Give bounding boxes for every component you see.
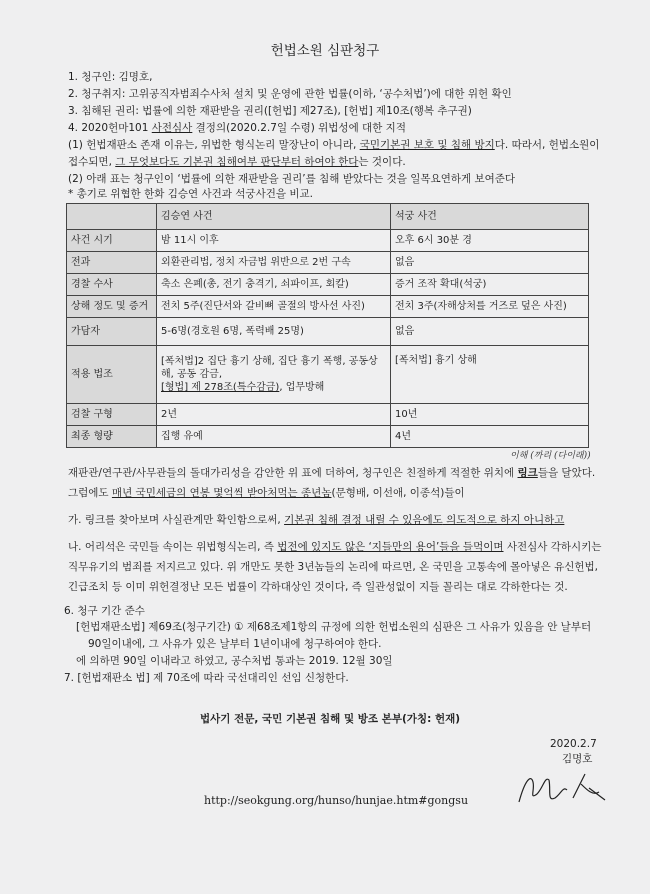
- paragraph-line-4: [68, 540, 601, 554]
- cell-crossbow: 없음: [391, 252, 589, 274]
- obstruction-charge: , 업무방해: [279, 382, 325, 393]
- statute-list: [폭처법]2 집단 흉기 상해, 집단 흉기 폭행, 공동상해, 공동 감금,: [161, 356, 378, 380]
- cell-crossbow: 10년: [391, 404, 589, 426]
- signature-mark: [515, 768, 611, 810]
- table-row: [67, 296, 589, 318]
- reason-line-2a: 접수되면,: [68, 156, 116, 168]
- row-label: 가담자: [67, 318, 157, 346]
- cell-kim: 외환관리법, 정치 자금법 위반으로 2번 구속: [157, 252, 391, 274]
- row-label: 최종 형량: [67, 426, 157, 448]
- header-crossbow-case: 석궁 사건: [391, 204, 589, 230]
- reason-line-1c: 다. 따라서, 헌법소원이: [494, 139, 600, 151]
- p4-a: 나. 어리석은 국민들 속이는 위법형식논리, 즉: [68, 541, 278, 553]
- header-kim-case: 김승연 사건: [157, 204, 391, 230]
- cell-crossbow: 오후 6시 30분 경: [391, 230, 589, 252]
- cell-kim: 전치 5주(진단서와 갈비뼈 골절의 방사선 사진): [157, 296, 391, 318]
- reason-line-2: [68, 155, 406, 169]
- row-label: 전과: [67, 252, 157, 274]
- p3-a: 가. 링크를 찾아보며 사실관계만 확인함으로써,: [68, 514, 285, 526]
- cell-crossbow: 증거 조작 확대(석궁): [391, 274, 589, 296]
- intentional-phrase: 의도적으로 하지 아니하고: [442, 514, 565, 526]
- reason-line-2c: 는 것이다.: [358, 156, 406, 168]
- paragraph-line-1: [68, 466, 595, 480]
- own-terms-phrase: 법전에 있지도 않은 ‘지들만의 용어’들을 들먹이며: [277, 541, 504, 553]
- cell-crossbow: 4년: [391, 426, 589, 448]
- decision-line-c: 결정의(2020.2.7일 수령) 위법성에 대한 지적: [192, 122, 406, 134]
- organization-name: 법사기 전문, 국민 기본권 침해 및 방조 본부(가칭: 헌재): [200, 713, 461, 725]
- rights-decision-phrase: 기본권 침해 결정 내릴 수 있음에도: [284, 514, 443, 526]
- table-row: [67, 274, 589, 296]
- cell-crossbow: 전치 3주(자해상처를 거즈로 덮은 사진): [391, 296, 589, 318]
- rights-line: 3. 침해된 권리: 법률에 의한 재판받을 권리([헌법] 제27조), [헌법] 제10조(행복 추구권): [68, 105, 472, 117]
- table-header-row: [67, 204, 589, 230]
- cell-kim: [157, 346, 391, 404]
- p2-c: (문형배, 이선애, 이종석)들이: [331, 487, 465, 499]
- cell-kim: 축소 은폐(총, 전기 충격기, 쇠파이프, 회칼): [157, 274, 391, 296]
- table-row: [67, 252, 589, 274]
- salary-phrase: 매년 국민세금의 연봉 몇억씩 받아처먹는 종년놈: [111, 487, 332, 499]
- decision-line-a: 4. 2020헌마101: [68, 122, 152, 134]
- handwritten-note: 이해 (까리 (다이래)): [510, 451, 591, 461]
- table-row: [67, 404, 589, 426]
- cell-crossbow: [폭처법] 흉기 상해: [391, 346, 589, 404]
- table-row: [67, 230, 589, 252]
- page-title: 헌법소원 심판청구: [270, 43, 380, 59]
- criminal-code-article: [형법] 제 278조(특수감금): [161, 382, 280, 393]
- paragraph-line-3: [68, 513, 564, 527]
- p1-a: 재판관/연구관/사무관들의 돌대가리성을 감안한 위 표에 더하여, 청구인은 친절하게 적절한 위치에: [68, 467, 518, 479]
- row-label: 사건 시기: [67, 230, 157, 252]
- decision-line: [68, 121, 406, 135]
- cell-kim: 밤 11시 이후: [157, 230, 391, 252]
- cell-crossbow: 없음: [391, 318, 589, 346]
- table-row: [67, 426, 589, 448]
- comparison-note: * 총기로 위협한 한화 김승연 사건과 석궁사건을 비교.: [68, 188, 313, 200]
- document-date: 2020.2.7: [550, 738, 597, 750]
- cell-kim: 5-6명(경호원 6명, 폭력배 25명): [157, 318, 391, 346]
- reference-url: http://seokgung.org/hunso/hunjae.htm#gongsu: [204, 794, 469, 807]
- p2-a: 그럼에도: [68, 487, 112, 499]
- section-6-line-1: [헌법재판소법] 제69조(청구기간) ① 제68조제1항의 규정에 의한 헌법소원의 심판은 그 사유가 있음을 안 날부터: [76, 621, 592, 633]
- section-6-heading: 6. 청구 기간 준수: [64, 605, 145, 617]
- section-6-line-3: 에 의하면 90일 이내라고 하였고, 공수처법 통과는 2019. 12월 30일: [76, 655, 393, 667]
- purpose-line: 2. 청구취지: 고위공직자범죄수사처 설치 및 운영에 관한 법률(이하, ‘공수처법’)에 대한 위헌 확인: [68, 88, 512, 100]
- claimant-line: 1. 청구인: 김명호,: [68, 71, 153, 83]
- row-label: 경찰 수사: [67, 274, 157, 296]
- section-6-line-2: 90일이내에, 그 사유가 있은 날부터 1년이내에 청구하여야 한다.: [88, 638, 382, 650]
- paragraph-line-6: 긴급조치 등 이미 위헌결정난 모든 법률이 각하대상인 것이다, 즉 일관성없이 지들 꼴리는 대로 각하한다는 것.: [68, 581, 568, 593]
- p4-c: 사전심사 각하시키는: [503, 541, 602, 553]
- author-name: 김명호: [562, 753, 593, 765]
- priority-phrase: 그 무엇보다도 기본권 침해여부 판단부터 하여야 한다: [115, 156, 359, 168]
- paragraph-line-5: 직무유기의 범죄를 저지르고 있다. 위 개만도 못한 3년놈들의 논리에 따르면, 온 국민을 고통속에 몰아넣은 유신헌법,: [68, 561, 598, 573]
- table-intro-line: (2) 아래 표는 청구인이 ‘법률에 의한 재판받을 권리’를 침해 받았다는 것을 일목요연하게 보여준다: [68, 173, 516, 185]
- table-row: [67, 318, 589, 346]
- row-label: 상해 정도 및 증거: [67, 296, 157, 318]
- header-blank: [67, 204, 157, 230]
- prescreen-term: 사전심사: [151, 122, 193, 134]
- table-row: [67, 346, 589, 404]
- reason-line-1a: (1) 헌법재판소 존재 이유는, 위법한 형식논리 말장난이 아니라,: [68, 139, 360, 151]
- section-7-line: 7. [헌법재판소 법] 제 70조에 따라 국선대리인 선임 신청한다.: [64, 672, 349, 684]
- basic-rights-phrase: 국민기본권 보호 및 침해 방지: [359, 139, 495, 151]
- p1-c: 들을 달았다.: [537, 467, 596, 479]
- link-word: 링크: [517, 467, 538, 479]
- comparison-table: [66, 203, 589, 448]
- reason-line-1: [68, 138, 599, 152]
- cell-kim: 2년: [157, 404, 391, 426]
- row-label: 적용 법조: [67, 346, 157, 404]
- row-label: 검찰 구형: [67, 404, 157, 426]
- cell-kim: 집행 유예: [157, 426, 391, 448]
- paragraph-line-2: [68, 486, 465, 500]
